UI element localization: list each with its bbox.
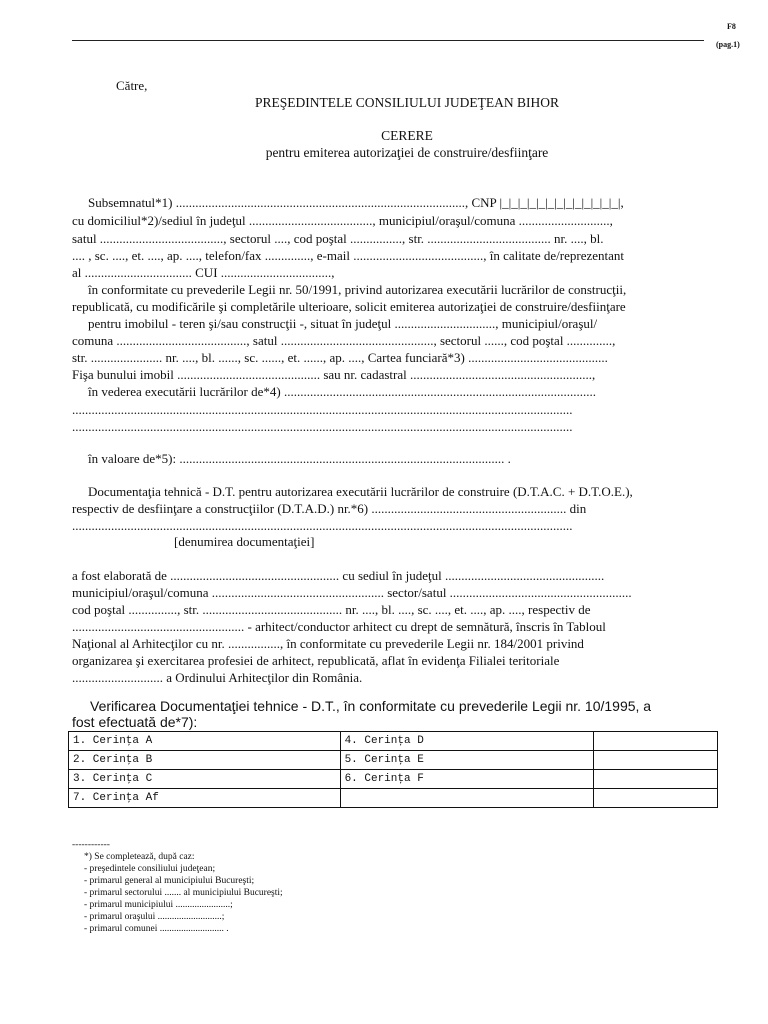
cerinte-table [68, 731, 718, 808]
form-line-5: al ................................. CUI .................................., [72, 265, 335, 280]
form-line-4: .... , sc. ...., et. ...., ap. ...., telefon/fax .............., e-mail ........................................, în calitate de/reprezentant [72, 248, 624, 263]
footnote-line: - primarul comunei ........................... . [84, 924, 229, 934]
document-title: CERERE [381, 128, 433, 143]
document-subtitle: pentru emiterea autorizaţiei de construire/desfiinţare [265, 145, 549, 160]
form-line-3: satul ......................................, sectorul ...., cod poştal ................, str. ...................................... nr. ...., bl. [72, 231, 604, 246]
form-line-12: în vederea executării lucrărilor de*4) ................................................................................................ [88, 384, 596, 399]
table-cell[interactable] [594, 732, 718, 751]
elaborata-line-6: organizarea şi exercitarea profesiei de arhitect, republicată, aflat în evidenţa Filialei teritoriale [72, 653, 560, 668]
form-line-10: str. ...................... nr. ...., bl. ......, sc. ......, et. ......, ap. ...., Cartea funciară*3) ........................................... [72, 350, 608, 365]
documentatie-line-2: respectiv de desfiinţare a construcţiilor (D.T.A.D.) nr.*6) ............................................................ din [72, 501, 587, 516]
recipient: PREŞEDINTELE CONSILIULUI JUDEŢEAN BIHOR [254, 95, 560, 110]
elaborata-line-2: municipiul/oraşul/comuna ..................................................... sector/satul ........................................................ [72, 585, 632, 600]
form-line-2: cu domiciliul*2)/sediul în judeţul ......................................, municipiul/oraşul/comuna ............................, [72, 213, 613, 228]
elaborata-line-5: Naţional al Arhitecţilor cu nr. ................, în conformitate cu prevederile Legii nr. 184/2001 privind [72, 636, 584, 651]
table-cell[interactable]: 5. Cerinţa E [340, 751, 594, 770]
form-line-14: .......................................................................................................................................................... [72, 419, 573, 434]
table-row [69, 732, 718, 751]
table-cell[interactable]: 7. Cerinţa Af [69, 789, 341, 808]
table-cell[interactable] [594, 789, 718, 808]
table-cell[interactable] [594, 770, 718, 789]
catre-label: Către, [116, 78, 148, 93]
elaborata-line-4: ..................................................... - arhitect/conductor arhitect cu drept de semnătură, înscris în Tabloul [72, 619, 606, 634]
header-rule [72, 40, 704, 41]
table-cell[interactable] [594, 751, 718, 770]
elaborata-line-3: cod poştal ..............., str. ........................................... nr. ...., bl. ...., sc. ...., et. ...., ap. ...., respectiv de [72, 602, 591, 617]
table-cell[interactable]: 2. Cerinţa B [69, 751, 341, 770]
form-line-7: republicată, cu modificările şi completările ulterioare, solicit emiterea autorizaţiei de construire/desfiinţare [72, 299, 626, 314]
table-row [69, 751, 718, 770]
footnote-separator: ------------ [72, 840, 110, 850]
footnote-line: - primarul sectorului ....... al municipiului Bucureşti; [84, 888, 283, 898]
footnote-line: - primarul municipiului .......................; [84, 900, 233, 910]
documentatie-line-3: .......................................................................................................................................................... [72, 518, 573, 533]
valoare-line: în valoare de*5): .................................................................................................... . [88, 451, 511, 466]
form-line-1: Subsemnatul*1) ........................................................................................., CNP |_|_|_|_|_|_|_|_|_|_|_|_|_|, [88, 195, 624, 210]
footnote-line: *) Se completează, după caz: [84, 852, 195, 862]
form-code: F8 [727, 22, 736, 31]
form-line-11: Fişa bunului imobil ............................................ sau nr. cadastral ........................................................, [72, 367, 596, 382]
elaborata-line-7: ............................ a Ordinului Arhitecţilor din România. [72, 670, 363, 685]
table-row [69, 770, 718, 789]
footnote-line: - preşedintele consiliului judeţean; [84, 864, 216, 874]
table-cell[interactable]: 6. Cerinţa F [340, 770, 594, 789]
form-line-13: .......................................................................................................................................................... [72, 402, 573, 417]
footnote-line: - primarul oraşului ...........................; [84, 912, 225, 922]
elaborata-line-1: a fost elaborată de .................................................... cu sediul în judeţul ................................................. [72, 568, 605, 583]
form-line-6: în conformitate cu prevederile Legii nr. 50/1991, privind autorizarea executării lucrărilor de construcţii, [88, 282, 627, 297]
verificare-line-1: Verificarea Documentaţiei tehnice - D.T., în conformitate cu prevederile Legii nr. 10/1995, a [90, 698, 652, 714]
table-cell[interactable]: 3. Cerinţa C [69, 770, 341, 789]
verificare-line-2: fost efectuată de*7): [72, 714, 198, 730]
page-number: (pag.1) [716, 40, 740, 49]
footnote-line: - primarul general al municipiului Bucureşti; [84, 876, 255, 886]
table-cell[interactable] [340, 789, 594, 808]
table-row [69, 789, 718, 808]
table-cell[interactable]: 1. Cerinţa A [69, 732, 341, 751]
form-line-9: comuna ........................................, satul ..............................................., sectorul ......, cod poştal .............., [72, 333, 616, 348]
form-line-8: pentru imobilul - teren şi/sau construcţii -, situat în judeţul ..............................., municipiul/oraşul/ [88, 316, 598, 331]
table-cell[interactable]: 4. Cerinţa D [340, 732, 594, 751]
documentatie-line-1: Documentaţia tehnică - D.T. pentru autorizarea executării lucrărilor de construire (D.T.A.C. + D.T.O.E.), [88, 484, 633, 499]
denumire-label: [denumirea documentaţiei] [174, 534, 315, 549]
